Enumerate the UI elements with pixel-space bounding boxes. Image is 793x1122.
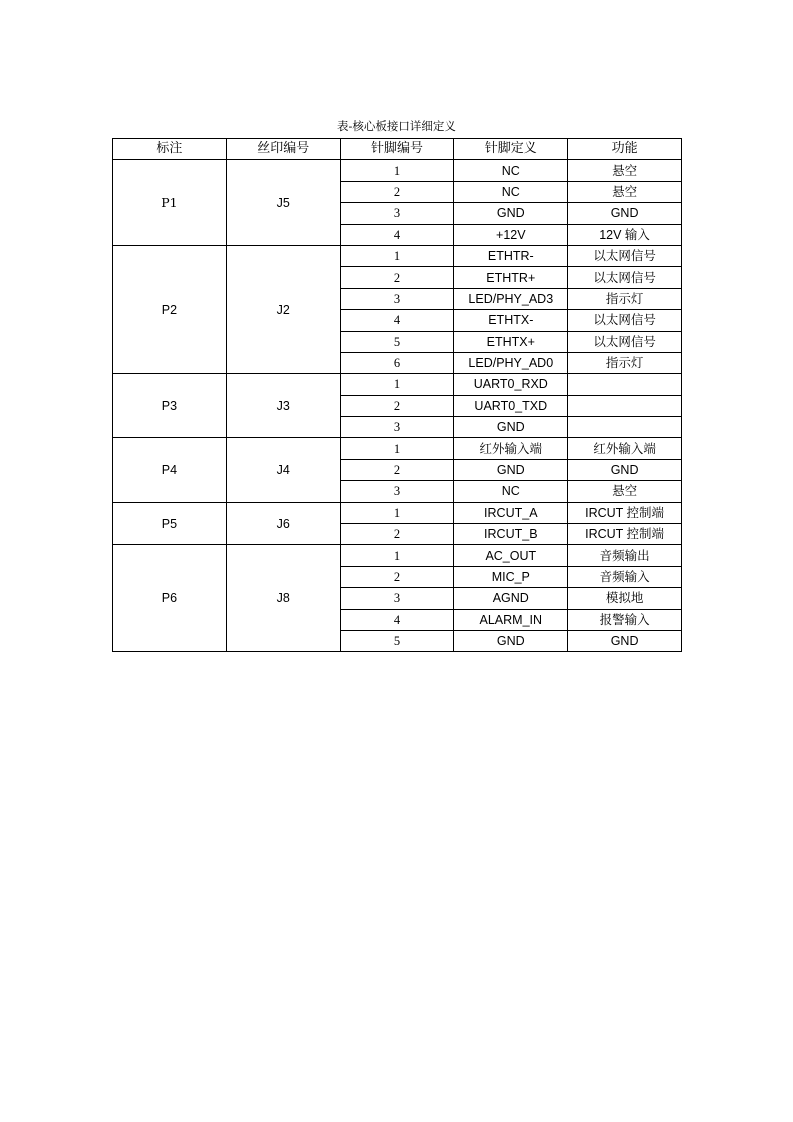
pin-number: 1 bbox=[340, 160, 454, 181]
connector-label: P2 bbox=[113, 245, 227, 373]
header-pin-number: 针脚编号 bbox=[340, 139, 454, 160]
pin-function: 指示灯 bbox=[568, 352, 682, 373]
pin-definition: 红外输入端 bbox=[454, 438, 568, 459]
table-row bbox=[113, 502, 682, 523]
pin-function bbox=[568, 395, 682, 416]
pin-function: 悬空 bbox=[568, 181, 682, 202]
pin-definition: ETHTX+ bbox=[454, 331, 568, 352]
connector-label: P1 bbox=[113, 160, 227, 246]
pin-number: 1 bbox=[340, 438, 454, 459]
pin-function: 红外输入端 bbox=[568, 438, 682, 459]
pin-function: 报警输入 bbox=[568, 609, 682, 630]
silkscreen-id: J4 bbox=[226, 438, 340, 502]
pin-number: 2 bbox=[340, 566, 454, 587]
pin-number: 3 bbox=[340, 481, 454, 502]
table-caption: 表-核心板接口详细定义 bbox=[337, 119, 456, 133]
pin-number: 3 bbox=[340, 588, 454, 609]
table-row bbox=[113, 245, 682, 266]
pin-definition: GND bbox=[454, 459, 568, 480]
pin-function: 以太网信号 bbox=[568, 331, 682, 352]
pin-definition: IRCUT_B bbox=[454, 524, 568, 545]
pin-function: IRCUT 控制端 bbox=[568, 502, 682, 523]
pin-function: 悬空 bbox=[568, 160, 682, 181]
pin-definition: NC bbox=[454, 481, 568, 502]
connector-label: P6 bbox=[113, 545, 227, 652]
silkscreen-id: J3 bbox=[226, 374, 340, 438]
pin-definition: UART0_TXD bbox=[454, 395, 568, 416]
pin-definition: NC bbox=[454, 181, 568, 202]
pin-definition: +12V bbox=[454, 224, 568, 245]
table-header-row bbox=[113, 139, 682, 160]
table-row bbox=[113, 374, 682, 395]
header-label: 标注 bbox=[113, 139, 227, 160]
connector-label: P4 bbox=[113, 438, 227, 502]
pin-definition: ALARM_IN bbox=[454, 609, 568, 630]
pin-definition: ETHTX- bbox=[454, 310, 568, 331]
pin-definition: AGND bbox=[454, 588, 568, 609]
pin-definition: GND bbox=[454, 203, 568, 224]
pin-function: IRCUT 控制端 bbox=[568, 524, 682, 545]
pin-function: GND bbox=[568, 203, 682, 224]
table-body bbox=[113, 160, 682, 652]
pin-number: 2 bbox=[340, 395, 454, 416]
pin-number: 1 bbox=[340, 245, 454, 266]
pin-definition: UART0_RXD bbox=[454, 374, 568, 395]
pin-function: 以太网信号 bbox=[568, 267, 682, 288]
pin-definition: LED/PHY_AD3 bbox=[454, 288, 568, 309]
pin-function: 音频输出 bbox=[568, 545, 682, 566]
pin-function: 以太网信号 bbox=[568, 310, 682, 331]
header-pin-definition: 针脚定义 bbox=[454, 139, 568, 160]
pin-function: 悬空 bbox=[568, 481, 682, 502]
header-function: 功能 bbox=[568, 139, 682, 160]
pin-function: 模拟地 bbox=[568, 588, 682, 609]
table-row bbox=[113, 545, 682, 566]
pin-number: 5 bbox=[340, 630, 454, 651]
pin-function: 指示灯 bbox=[568, 288, 682, 309]
silkscreen-id: J2 bbox=[226, 245, 340, 373]
pin-number: 1 bbox=[340, 545, 454, 566]
pin-definition: ETHTR+ bbox=[454, 267, 568, 288]
pin-number: 1 bbox=[340, 502, 454, 523]
pin-number: 1 bbox=[340, 374, 454, 395]
pin-function: GND bbox=[568, 459, 682, 480]
pin-number: 5 bbox=[340, 331, 454, 352]
pin-definition: ETHTR- bbox=[454, 245, 568, 266]
pin-function bbox=[568, 374, 682, 395]
pin-function bbox=[568, 417, 682, 438]
pin-number: 2 bbox=[340, 181, 454, 202]
pin-number: 2 bbox=[340, 459, 454, 480]
pin-definition: AC_OUT bbox=[454, 545, 568, 566]
interface-definition-table bbox=[112, 138, 682, 652]
table-row bbox=[113, 160, 682, 181]
pin-definition: MIC_P bbox=[454, 566, 568, 587]
pin-function: 音频输入 bbox=[568, 566, 682, 587]
pin-number: 4 bbox=[340, 224, 454, 245]
pin-number: 2 bbox=[340, 524, 454, 545]
pin-definition: GND bbox=[454, 630, 568, 651]
table-row bbox=[113, 438, 682, 459]
pin-number: 2 bbox=[340, 267, 454, 288]
pin-definition: IRCUT_A bbox=[454, 502, 568, 523]
connector-label: P3 bbox=[113, 374, 227, 438]
pin-function: 以太网信号 bbox=[568, 245, 682, 266]
silkscreen-id: J5 bbox=[226, 160, 340, 246]
connector-label: P5 bbox=[113, 502, 227, 545]
pin-definition: NC bbox=[454, 160, 568, 181]
silkscreen-id: J8 bbox=[226, 545, 340, 652]
header-silk: 丝印编号 bbox=[226, 139, 340, 160]
silkscreen-id: J6 bbox=[226, 502, 340, 545]
pin-number: 4 bbox=[340, 310, 454, 331]
pin-definition: GND bbox=[454, 417, 568, 438]
pin-function: GND bbox=[568, 630, 682, 651]
pin-number: 3 bbox=[340, 288, 454, 309]
pin-number: 6 bbox=[340, 352, 454, 373]
pin-number: 3 bbox=[340, 203, 454, 224]
pin-definition: LED/PHY_AD0 bbox=[454, 352, 568, 373]
pin-number: 3 bbox=[340, 417, 454, 438]
pin-number: 4 bbox=[340, 609, 454, 630]
pin-function: 12V 输入 bbox=[568, 224, 682, 245]
